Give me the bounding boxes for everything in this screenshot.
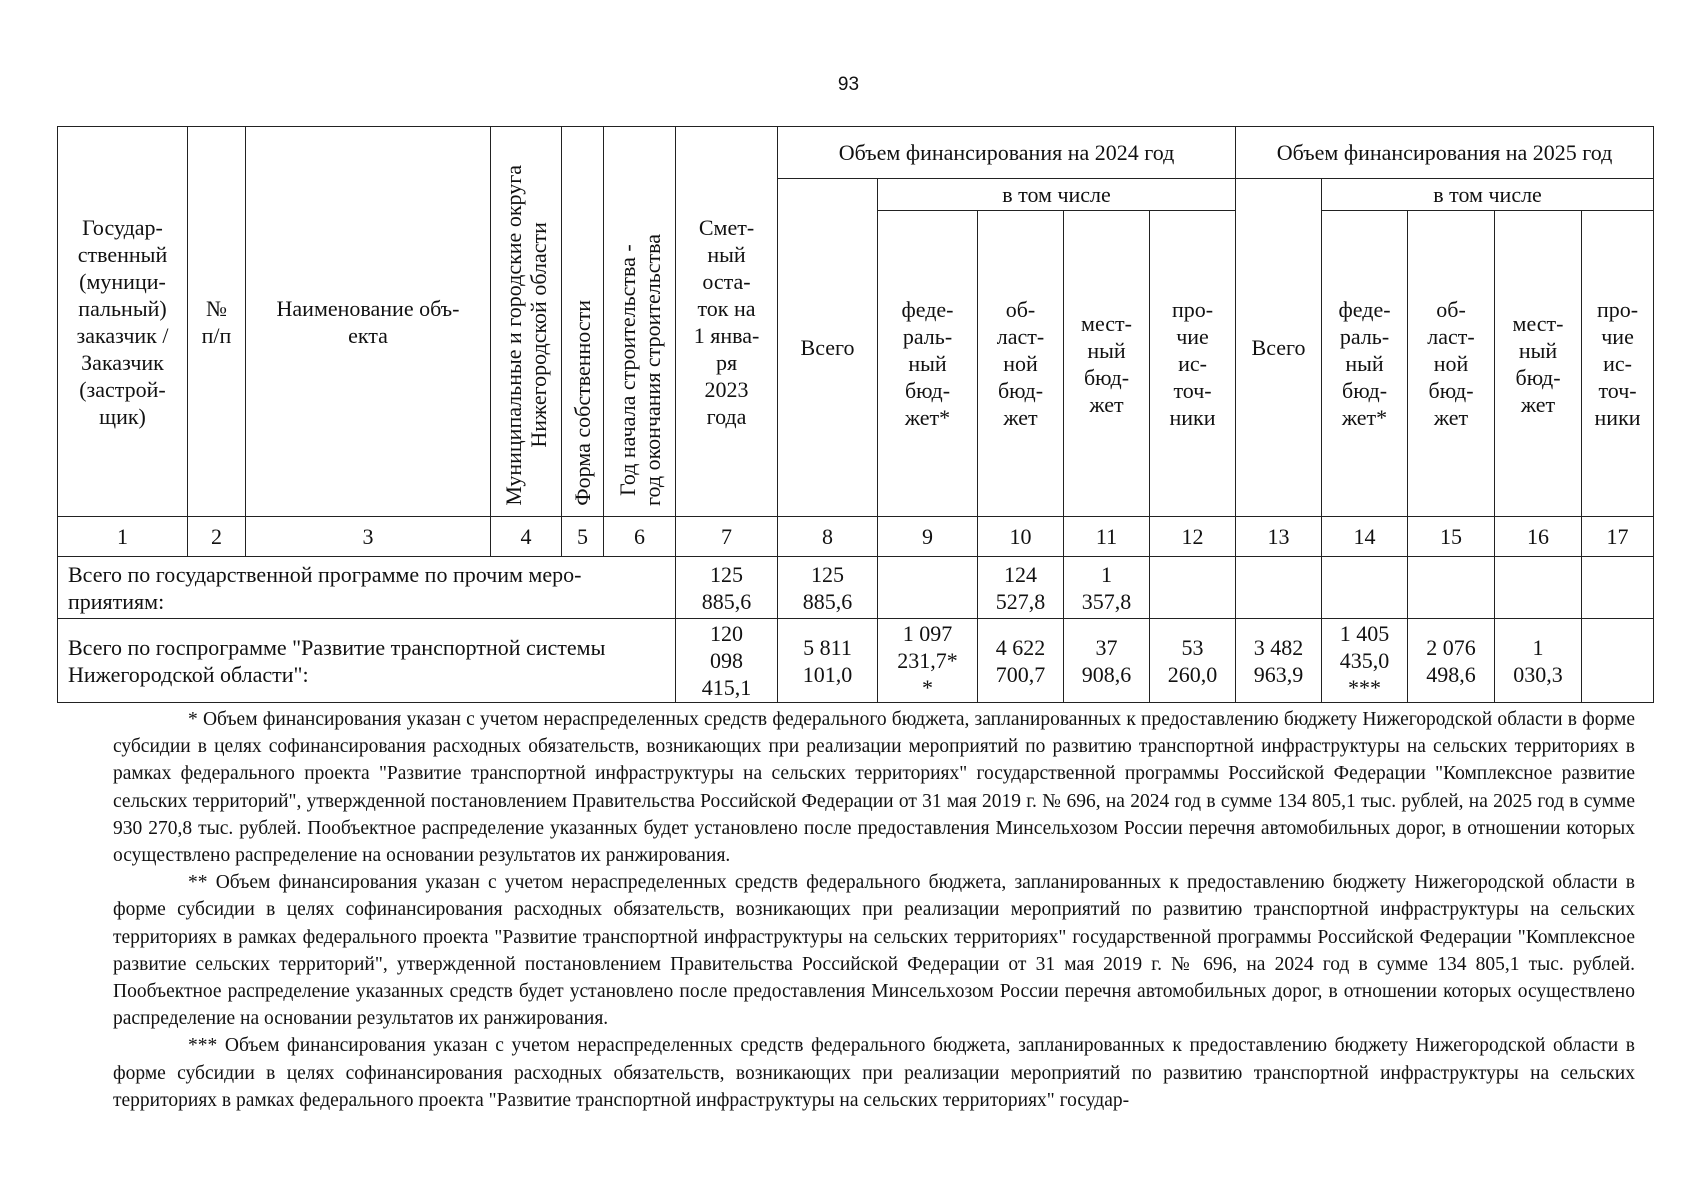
table-cell (1408, 557, 1495, 619)
table-cell: 120 098 415,1 (676, 619, 778, 703)
col-num-13: 13 (1236, 517, 1322, 557)
header-including-2025: в том числе (1322, 179, 1654, 211)
col-num-10: 10 (978, 517, 1064, 557)
header-financing-2025: Объем финансирования на 2025 год (1236, 127, 1654, 179)
col-num-5: 5 (562, 517, 604, 557)
row-label: Всего по госпрограмме "Развитие транспортной системы Нижегородской области": (58, 619, 676, 703)
table-cell (1582, 557, 1654, 619)
header-local-2024: мест- ный бюд- жет (1064, 211, 1150, 517)
col-num-3: 3 (246, 517, 491, 557)
table-cell: 1 357,8 (1064, 557, 1150, 619)
table-row (58, 619, 1654, 703)
table-cell: 53 260,0 (1150, 619, 1236, 703)
page-number: 93 (837, 74, 860, 95)
header-districts (491, 127, 562, 517)
footnote-1: * Объем финансирования указан с учетом нераспределенных средств федерального бюджета, запланированных к предоставлению бюджету Нижегородской области в форме субсидии в целях софинансирования расходных обязательств, возникающих при реализации мероприятий по развитию транспортной инфраструктуры на сельских территориях в рамках федерального проекта "Развитие транспортной инфраструктуры на сельских территориях" государственной программы Российской Федерации "Комплексное развитие сельских территорий", утвержденной постановлением Правительства Российской Федерации от 31 мая 2019 г. № 696, на 2024 год в сумме 134 805,1 тыс. рублей, на 2025 год в сумме 930 270,8 тыс. рублей. Пообъектное распределение указанных будет установлено после предоставления Минсельхозом России перечня автомобильных дорог, в отношении которых осуществлено распределение на основании результатов их ранжирования. (113, 709, 1635, 867)
table-cell: 125 885,6 (676, 557, 778, 619)
col-num-16: 16 (1495, 517, 1582, 557)
col-num-2: 2 (188, 517, 246, 557)
col-num-1: 1 (58, 517, 188, 557)
table-cell: 3 482 963,9 (1236, 619, 1322, 703)
table-cell: 1 030,3 (1495, 619, 1582, 703)
table-cell: 5 811 101,0 (778, 619, 878, 703)
header-including-2024: в том числе (878, 179, 1236, 211)
header-federal-2025: феде- раль- ный бюд- жет* (1322, 211, 1408, 517)
header-row-1 (58, 127, 1654, 179)
header-regional-2024: об- ласт- ной бюд- жет (978, 211, 1064, 517)
col-num-11: 11 (1064, 517, 1150, 557)
header-federal-2024: феде- раль- ный бюд- жет* (878, 211, 978, 517)
col-num-8: 8 (778, 517, 878, 557)
header-total-2024: Всего (778, 179, 878, 517)
header-districts-text: Муниципальные и городские округа Нижегородской области (501, 165, 551, 506)
header-object-name: Наименование объ- екта (246, 127, 491, 517)
table-cell (878, 557, 978, 619)
col-num-9: 9 (878, 517, 978, 557)
header-other-2025: про- чие ис- точ- ники (1582, 211, 1654, 517)
table-cell: 37 908,6 (1064, 619, 1150, 703)
column-number-row (58, 517, 1654, 557)
col-num-7: 7 (676, 517, 778, 557)
table-cell: 125 885,6 (778, 557, 878, 619)
table-cell (1495, 557, 1582, 619)
table-cell: 2 076 498,6 (1408, 619, 1495, 703)
header-number: № п/п (188, 127, 246, 517)
table-row (58, 557, 1654, 619)
header-ownership (562, 127, 604, 517)
col-num-14: 14 (1322, 517, 1408, 557)
table-cell (1236, 557, 1322, 619)
col-num-15: 15 (1408, 517, 1495, 557)
header-years-text: Год начала строительства - год окончания строительства (614, 234, 665, 506)
header-total-2025: Всего (1236, 179, 1322, 517)
header-financing-2024: Объем финансирования на 2024 год (778, 127, 1236, 179)
row-label: Всего по государственной программе по прочим меро- приятиям: (58, 557, 676, 619)
header-local-2025: мест- ный бюд- жет (1495, 211, 1582, 517)
table-cell: 1 405 435,0 *** (1322, 619, 1408, 703)
header-balance: Смет- ный оста- ток на 1 янва- ря 2023 года (676, 127, 778, 517)
footnote-2: ** Объем финансирования указан с учетом нераспределенных средств федерального бюджета, запланированных к предоставлению бюджету Нижегородской области в форме субсидии в целях софинансирования расходных обязательств, возникающих при реализации мероприятий по развитию транспортной инфраструктуры на сельских территориях в рамках федерального проекта "Развитие транспортной инфраструктуры на сельских территориях" государственной программы Российской Федерации "Комплексное развитие сельских территорий", утвержденной постановлением Правительства Российской Федерации от 31 мая 2019 г. № 696, на 2024 год в сумме 134 805,1 тыс. рублей. Пообъектное распределение указанных средств будет установлено после предоставления Минсельхозом России перечня автомобильных дорог, в отношении которых осуществлено распределение на основании результатов их ранжирования. (113, 872, 1635, 1030)
header-regional-2025: об- ласт- ной бюд- жет (1408, 211, 1495, 517)
header-years (604, 127, 676, 517)
table-cell: 124 527,8 (978, 557, 1064, 619)
col-num-12: 12 (1150, 517, 1236, 557)
footnotes (113, 706, 1635, 1114)
footnote-3: *** Объем финансирования указан с учетом нераспределенных средств федерального бюджета, запланированных к предоставлению бюджету Нижегородской области в форме субсидии в целях софинансирования расходных обязательств, возникающих при реализации мероприятий по развитию транспортной инфраструктуры на сельских территориях в рамках федерального проекта "Развитие транспортной инфраструктуры на сельских территориях" государ- (113, 1035, 1635, 1111)
table-cell: 1 097 231,7* * (878, 619, 978, 703)
col-num-4: 4 (491, 517, 562, 557)
col-num-6: 6 (604, 517, 676, 557)
table-cell (1322, 557, 1408, 619)
header-customer: Государ- ственный (муници- пальный) заказчик / Заказчик (застрой- щик) (58, 127, 188, 517)
col-num-17: 17 (1582, 517, 1654, 557)
table-cell (1582, 619, 1654, 703)
financing-table (57, 126, 1654, 703)
header-other-2024: про- чие ис- точ- ники (1150, 211, 1236, 517)
table-cell (1150, 557, 1236, 619)
table-cell: 4 622 700,7 (978, 619, 1064, 703)
header-ownership-text: Форма собственности (570, 300, 595, 506)
